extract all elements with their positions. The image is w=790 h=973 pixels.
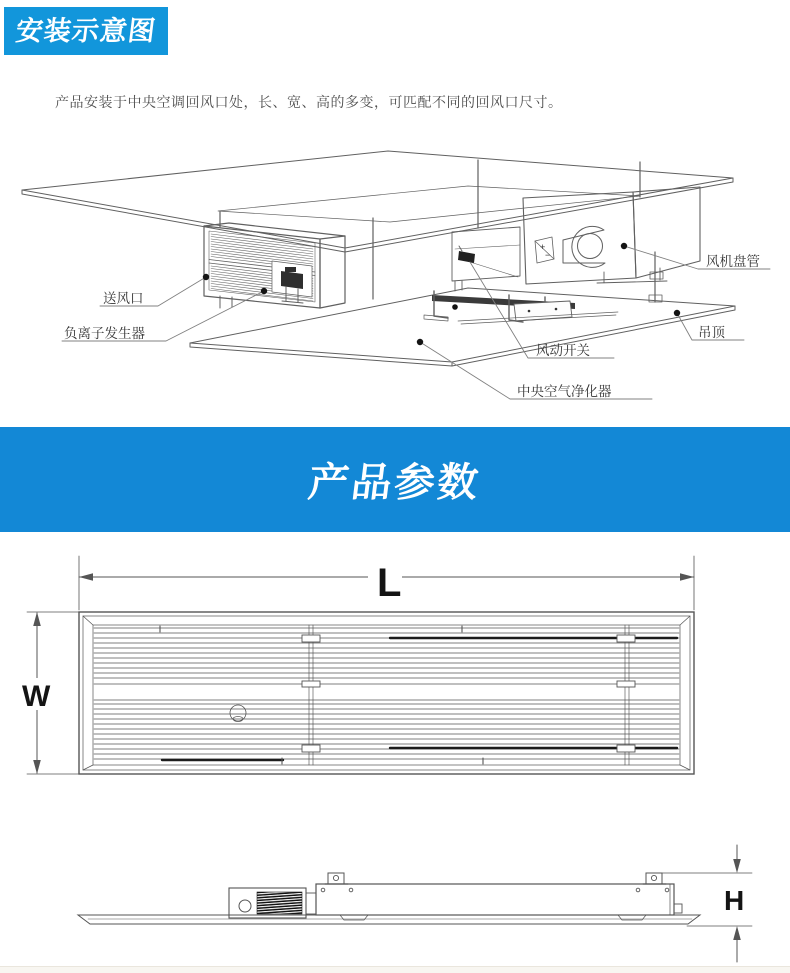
mounting-brackets — [325, 873, 666, 884]
screw-heads — [321, 888, 669, 892]
side-view-drawing — [78, 845, 752, 962]
install-description: 产品安装于中央空调回风口处，长、宽、高的多变，可匹配不同的回风口尺寸。 — [55, 94, 563, 110]
product-params-banner — [0, 427, 790, 532]
callout-central-air-purifier: 中央空气净化器 — [517, 384, 612, 399]
callout-airflow-switch: 风动开关 — [536, 343, 590, 358]
next-section-edge — [0, 966, 790, 973]
center-detail-circle — [230, 705, 246, 721]
callout-negative-ion-generator: 负离子发生器 — [64, 326, 145, 341]
dimension-label-length: L — [377, 561, 402, 605]
blower-volute-icon — [563, 226, 605, 267]
ionizer-side-box — [229, 888, 306, 918]
install-diagram-badge-label: 安装示意图 — [14, 16, 158, 46]
dim-arrow-up — [33, 612, 41, 626]
callout-lines — [62, 246, 770, 399]
airflow-switch-device — [458, 251, 475, 263]
dim-arrow-left — [79, 573, 93, 581]
dim-arrow-h-top — [733, 859, 741, 873]
clip-details — [302, 635, 635, 752]
dim-arrow-right — [680, 573, 694, 581]
top-view-louver-lines — [94, 628, 679, 759]
dim-arrow-h-bottom — [733, 926, 741, 940]
callout-fan-coil: 风机盘管 — [706, 254, 760, 269]
dim-arrow-down — [33, 760, 41, 774]
callout-air-supply-outlet: 送风口 — [103, 291, 144, 306]
dimension-label-width: W — [22, 680, 51, 713]
install-diagram-badge — [4, 7, 168, 55]
dimension-label-height: H — [724, 885, 745, 916]
callout-suspended-ceiling: 吊顶 — [698, 325, 725, 340]
return-air-opening — [452, 227, 520, 291]
fan-coil-unit — [523, 187, 700, 284]
upper-ceiling-plane — [22, 151, 733, 252]
fan-coil-plus-mark: + — [540, 242, 546, 252]
product-params-banner-title: 产品参数 — [305, 461, 484, 505]
fan-coil-minus-mark: − — [545, 250, 551, 260]
dimension-drawings — [0, 540, 790, 973]
blower-wheel-icon — [578, 234, 603, 259]
installation-isometric-drawing — [0, 130, 790, 420]
top-view-drawing — [20, 556, 694, 774]
